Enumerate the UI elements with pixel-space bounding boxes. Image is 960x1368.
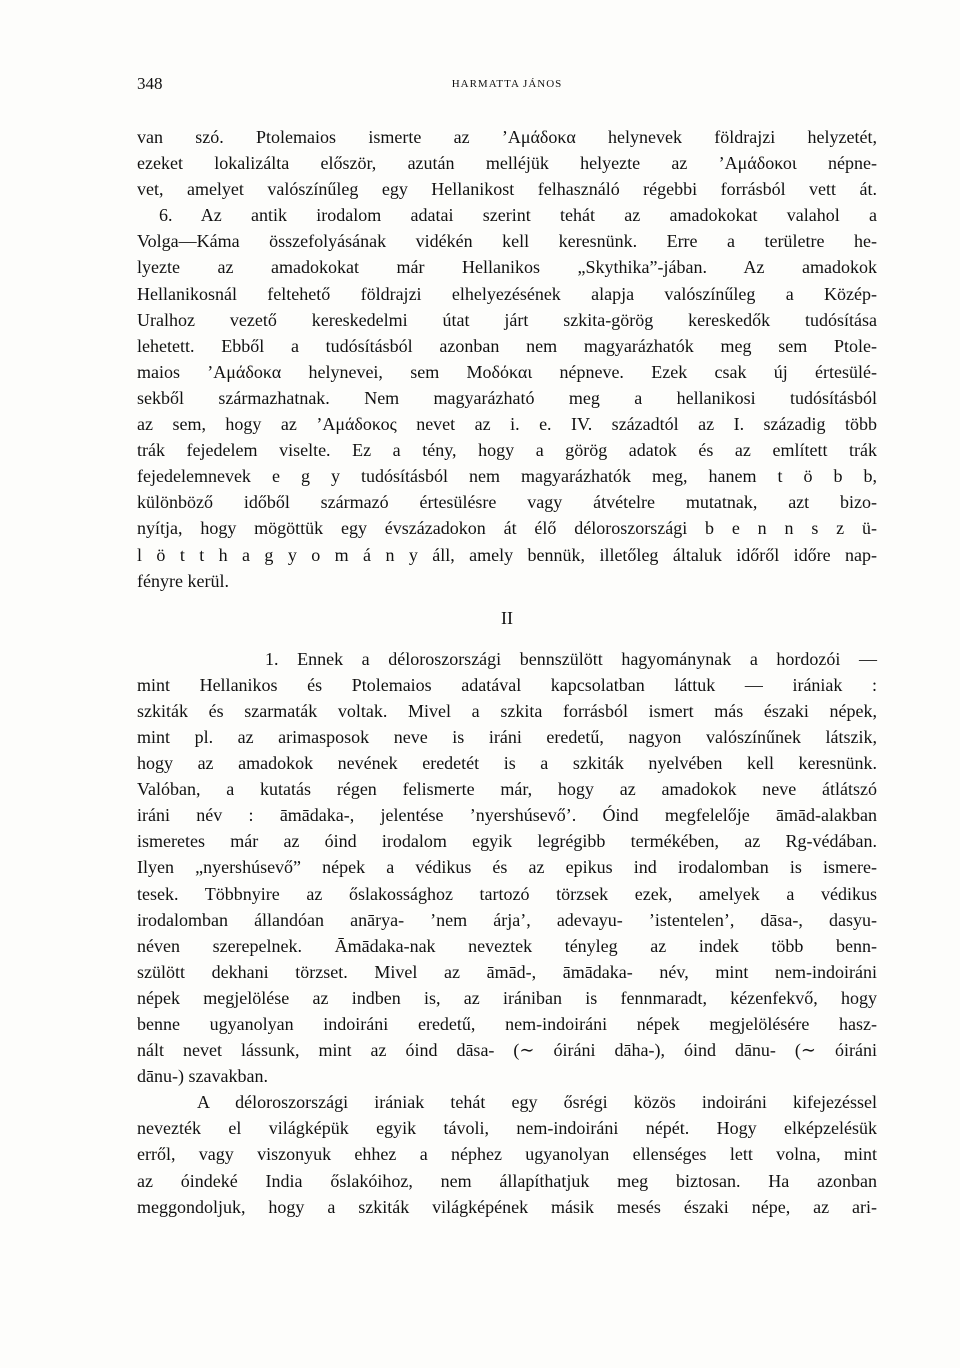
text-line: vet, amelyet valószínűleg egy Hellanikost felhasználó régebbi forrásból vett át.: [137, 179, 877, 200]
body-text: [137, 124, 877, 1220]
text-line: fényre kerül.: [137, 570, 229, 591]
text-line: iráni név : āmādaka-, jelentése ’nyershúsevő’. Óind megfelelője āmād-alakban: [137, 805, 877, 826]
text-line: 6. Az antik irodalom adatai szerint tehát az amadokokat valahol a: [159, 205, 877, 226]
text-line: l ö t t h a g y o m á n y áll, amely bennük, illetőleg általuk időről időre nap-: [137, 544, 877, 565]
text-line: különböző időből származó értesülésre vagy átvételre mutatnak, azt bizo-: [137, 492, 877, 513]
text-line: mint pl. az arimasposok neve is iráni eredetű, nagyon valószínűnek látszik,: [137, 726, 877, 747]
text-line: ezeket lokalizálta először, azután melléjük helyezte az ’Αμάδοκοι népne-: [137, 153, 877, 174]
section-one: [137, 124, 877, 594]
text-line: az sem, hogy az ’Αμάδοκος nevet az i. e. IV. századtól az I. századig több: [137, 414, 877, 435]
text-line: benne ugyanolyan indoiráni eredetű, nem-indoiráni népek megjelölésére hasz-: [137, 1014, 877, 1034]
text-line: dānu-) szavakban.: [137, 1066, 268, 1087]
text-line: nált nevet lássunk, mint az óind dāsa- (∼ óiráni dāha-), óind dānu- (∼ óiráni: [137, 1040, 877, 1061]
text-line: népek megjelölése az indben is, az irániban is fennmaradt, kézenfekvő, hogy: [137, 987, 877, 1008]
text-line: szkiták és szarmaták voltak. Mivel a szkita forrásból ismert más északi népek,: [137, 700, 877, 721]
text-line: 1. Ennek a déloroszországi bennszülött hagyománynak a hordozói —: [265, 648, 877, 669]
text-line: mint Hellanikos és Ptolemaios adatával kapcsolatban láttuk — irániak :: [137, 674, 877, 695]
text-line: van szó. Ptolemaios ismerte az ’Αμάδοκα helynevek földrajzi helyzetét,: [137, 127, 877, 147]
text-line: sekből származhatnak. Nem magyarázható meg a hellanikosi tudósításból: [137, 387, 877, 408]
page-number: 348: [137, 74, 163, 93]
text-line: irodalomban állandóan anārya- ’nem árja’, adevayu- ’istentelen’, dāsa-, dasyu-: [137, 909, 877, 930]
text-line: Ilyen „nyershúsevő” népek a védikus és az epikus ind irodalomban is ismere-: [137, 857, 877, 878]
text-line: fejedelemnevek e g y tudósításból nem magyarázhatók meg, hanem t ö b b,: [137, 466, 877, 487]
text-line: az óindeké India őslakóihoz, nem állapíthatjuk meg biztosan. Ha azonban: [137, 1170, 877, 1191]
running-head: HARMATTA JÁNOS: [451, 78, 563, 90]
text-line: ismeretes már az óind irodalom egyik legrégibb termékében, az Rg-védában.: [137, 831, 877, 852]
text-line: lyezte az amadokokat már Hellanikos „Skythika”-jában. Az amadokok: [137, 257, 877, 278]
text-line: hogy az amadokok nevének eredetét is a szkiták nyelvében kell keresnünk.: [137, 753, 877, 774]
text-line: erről, vagy viszonyuk ehhez a néphez ugyanolyan ellenséges lett volna, mint: [137, 1144, 877, 1165]
text-line: Hellanikosnál feltehető földrajzi elhelyezésének alapja valószínűleg a Közép-: [137, 283, 877, 304]
text-line: A déloroszországi irániak tehát egy ősrégi közös indoiráni kifejezéssel: [197, 1092, 877, 1113]
section-two-paragraph-one: [137, 646, 877, 1090]
text-line: néven szerepelnek. Āmādaka-nak neveztek tényleg az indek több benn-: [137, 935, 877, 956]
text-line: szülött dekhani törzset. Mivel az āmād-, āmādaka- név, mint nem-indoiráni: [137, 961, 877, 982]
text-line: tesek. Többnyire az őslakossághoz tartozó törzsek ezek, amelyek a védikus: [137, 883, 877, 904]
section-numeral: II: [501, 607, 513, 628]
page-header: [137, 74, 877, 98]
text-line: Volga—Káma összefolyásának vidékén kell keresnünk. Erre a területre he-: [137, 231, 877, 252]
text-line: maios ’Αμάδοκα helynevei, sem Μοδόκαι népneve. Ezek csak új értesülé-: [137, 361, 877, 382]
text-line: Valóban, a kutatás régen felismerte már, hogy az amadokok neve átlátszó: [137, 779, 877, 800]
text-line: Uralhoz vezető kereskedelmi útat járt szkita-görög kereskedők tudósítása: [137, 309, 877, 330]
section-two-paragraph-two: [137, 1089, 877, 1219]
text-line: nevezték el világképük egyik távoli, nem-indoiráni népét. Hogy elképzelésük: [137, 1118, 877, 1139]
text-line: lehetett. Ebből a tudósításból azonban nem magyarázhatók meg sem Ptole-: [137, 335, 877, 356]
text-line: trák fejedelem viselte. Ez a tény, hogy a görög adatok és az említett trák: [137, 440, 877, 461]
text-line: meggondoljuk, hogy a szkiták világképének másik mesés északi népe, az ari-: [137, 1196, 877, 1217]
text-line: nyítja, hogy mögöttük egy évszázadokon át élő déloroszországi b e n n s z ü-: [137, 518, 877, 539]
